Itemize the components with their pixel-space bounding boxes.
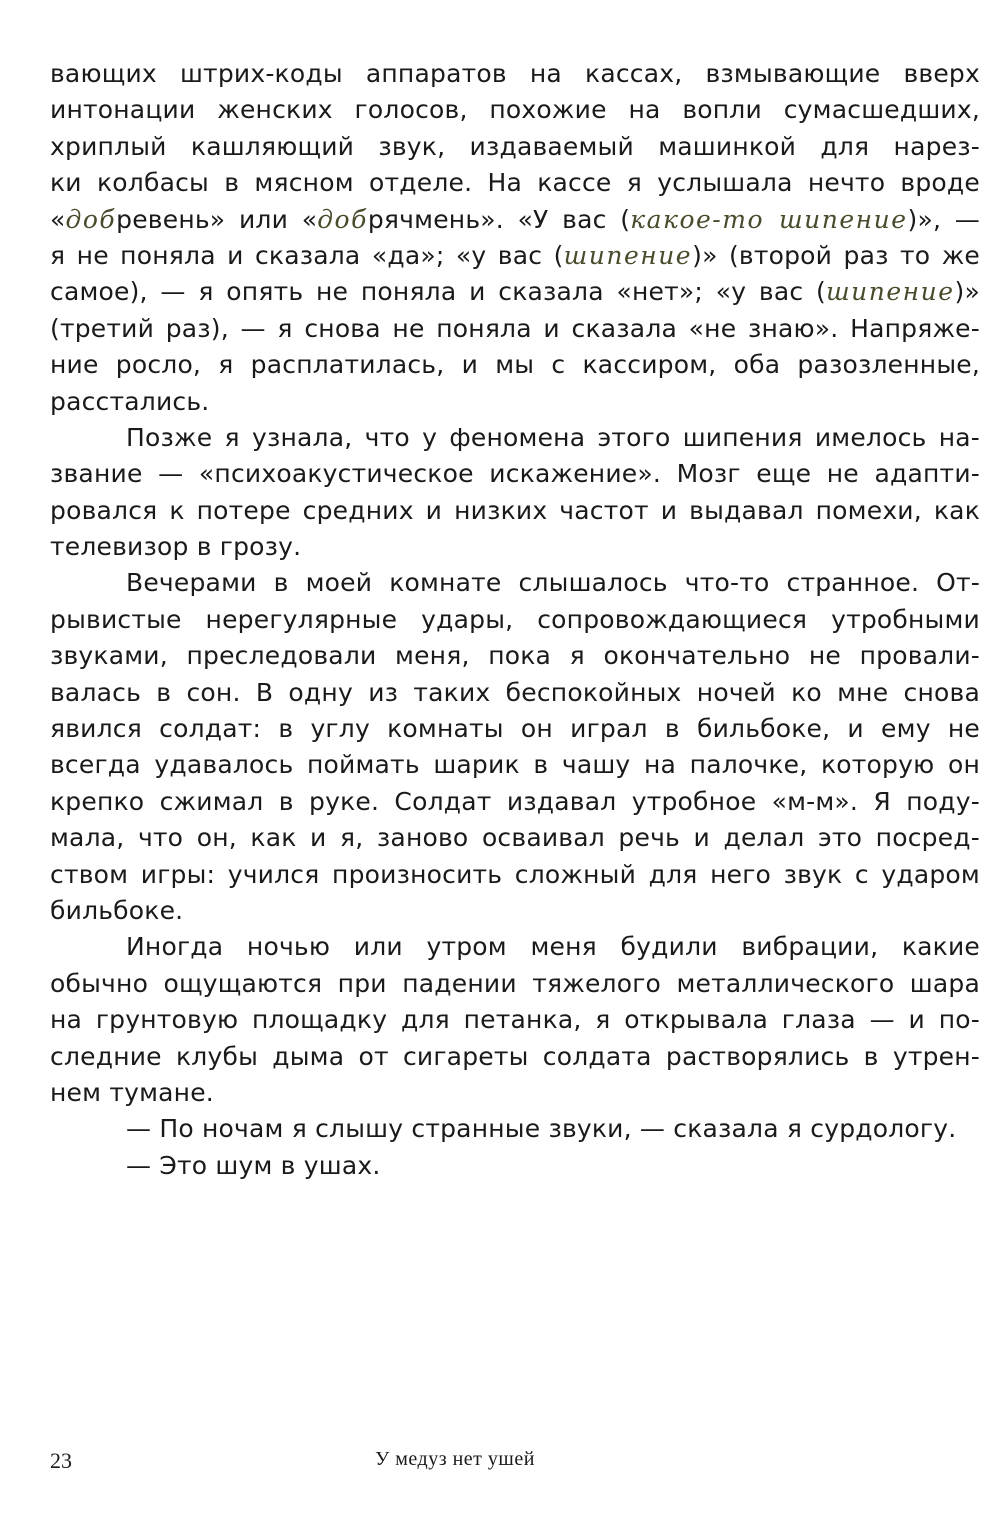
text-line xyxy=(50,202,980,238)
text-line xyxy=(50,893,980,929)
line-text: « xyxy=(50,204,66,234)
text-line xyxy=(50,274,980,310)
line-text: ки колбасы в мясном отделе. На кассе я услышала нечто вроде xyxy=(50,168,980,198)
text-line xyxy=(50,1111,980,1147)
line-text: )» (второй раз то же xyxy=(692,240,980,270)
line-text: интонации женских голосов, похожие на вопли сумасшедших, xyxy=(50,95,980,125)
text-line xyxy=(50,784,980,820)
italic-text: шипение xyxy=(563,240,693,270)
line-text: Иногда ночью или утром меня будили вибрации, какие xyxy=(126,932,980,962)
line-text: телевизор в грозу. xyxy=(50,532,302,562)
text-line xyxy=(50,1075,980,1111)
line-text: ровался к потере средних и низких частот и выдавал помехи, как xyxy=(50,495,980,525)
text-line xyxy=(50,311,980,347)
line-text: самое), — я опять не поняла и сказала «нет»; «у вас ( xyxy=(50,277,826,307)
text-line xyxy=(50,1148,980,1184)
text-line xyxy=(50,384,980,420)
italic-text: доб xyxy=(65,204,117,234)
line-text: (третий раз), — я снова не поняла и сказала «не знаю». Напряже- xyxy=(50,313,980,343)
line-text: нем тумане. xyxy=(50,1077,214,1107)
running-title: У медуз нет ушей xyxy=(375,1448,535,1470)
text-line xyxy=(50,92,980,128)
text-line xyxy=(50,929,980,965)
text-line xyxy=(50,675,980,711)
line-text: обычно ощущаются при падении тяжелого металлического шара xyxy=(50,968,980,998)
line-text: — По ночам я слышу странные звуки, — сказала я сурдологу. xyxy=(126,1114,957,1144)
text-line xyxy=(50,747,980,783)
italic-text: какое-то шипение xyxy=(630,204,908,234)
text-line xyxy=(50,1039,980,1075)
text-line xyxy=(50,857,980,893)
line-text: звание — «психоакустическое искажение». Мозг еще не адапти- xyxy=(50,459,980,489)
page-number: 23 xyxy=(50,1448,72,1473)
line-text: расстались. xyxy=(50,386,210,416)
line-text: валась в сон. В одну из таких беспокойных ночей ко мне снова xyxy=(50,677,980,707)
text-line xyxy=(50,638,980,674)
italic-text: шипение xyxy=(826,277,955,307)
line-text: )», — xyxy=(907,204,980,234)
line-text: ством игры: учился произносить сложный для него звук с ударом xyxy=(50,859,980,889)
text-line xyxy=(50,238,980,274)
line-text: следние клубы дыма от сигареты солдата растворялись в утрен- xyxy=(50,1041,980,1071)
line-text: рячмень». «У вас ( xyxy=(367,204,631,234)
text-line xyxy=(50,129,980,165)
text-line xyxy=(50,347,980,383)
text-line xyxy=(50,56,980,92)
text-line xyxy=(50,820,980,856)
italic-text: доб xyxy=(317,204,368,234)
line-text: на грунтовую площадку для петанка, я открывала глаза — и по- xyxy=(50,1005,980,1035)
text-line xyxy=(50,165,980,201)
text-line xyxy=(50,1002,980,1038)
text-line xyxy=(50,420,980,456)
line-text: мала, что он, как и я, заново осваивал речь и делал это посред- xyxy=(50,823,980,853)
text-line xyxy=(50,602,980,638)
body-text xyxy=(50,56,980,1184)
line-text: Вечерами в моей комнате слышалось что-то странное. От- xyxy=(126,568,980,598)
line-text: звуками, преследовали меня, пока я окончательно не провали- xyxy=(50,641,980,671)
line-text: Позже я узнала, что у феномена этого шипения имелось на- xyxy=(126,422,980,452)
text-line xyxy=(50,565,980,601)
line-text: крепко сжимал в руке. Солдат издавал утробное «м-м». Я поду- xyxy=(50,786,980,816)
line-text: рывистые нерегулярные удары, сопровождающиеся утробными xyxy=(50,604,980,634)
line-text: хриплый кашляющий звук, издаваемый машинкой для нарез- xyxy=(50,131,980,161)
line-text: бильбоке. xyxy=(50,895,184,925)
text-line xyxy=(50,966,980,1002)
line-text: ние росло, я расплатилась, и мы с кассиром, оба разозленные, xyxy=(50,350,980,380)
text-line xyxy=(50,529,980,565)
line-text: всегда удавалось поймать шарик в чашу на палочке, которую он xyxy=(50,750,980,780)
text-line xyxy=(50,493,980,529)
line-text: я не поняла и сказала «да»; «у вас ( xyxy=(50,240,564,270)
line-text: ревень» или « xyxy=(116,204,318,234)
line-text: — Это шум в ушах. xyxy=(126,1150,381,1180)
line-text: вающих штрих-коды аппаратов на кассах, взмывающие вверх xyxy=(50,59,980,88)
text-line xyxy=(50,456,980,492)
text-line xyxy=(50,711,980,747)
line-text: явился солдат: в углу комнаты он играл в бильбоке, и ему не xyxy=(50,714,980,744)
line-text: )» xyxy=(954,277,980,307)
